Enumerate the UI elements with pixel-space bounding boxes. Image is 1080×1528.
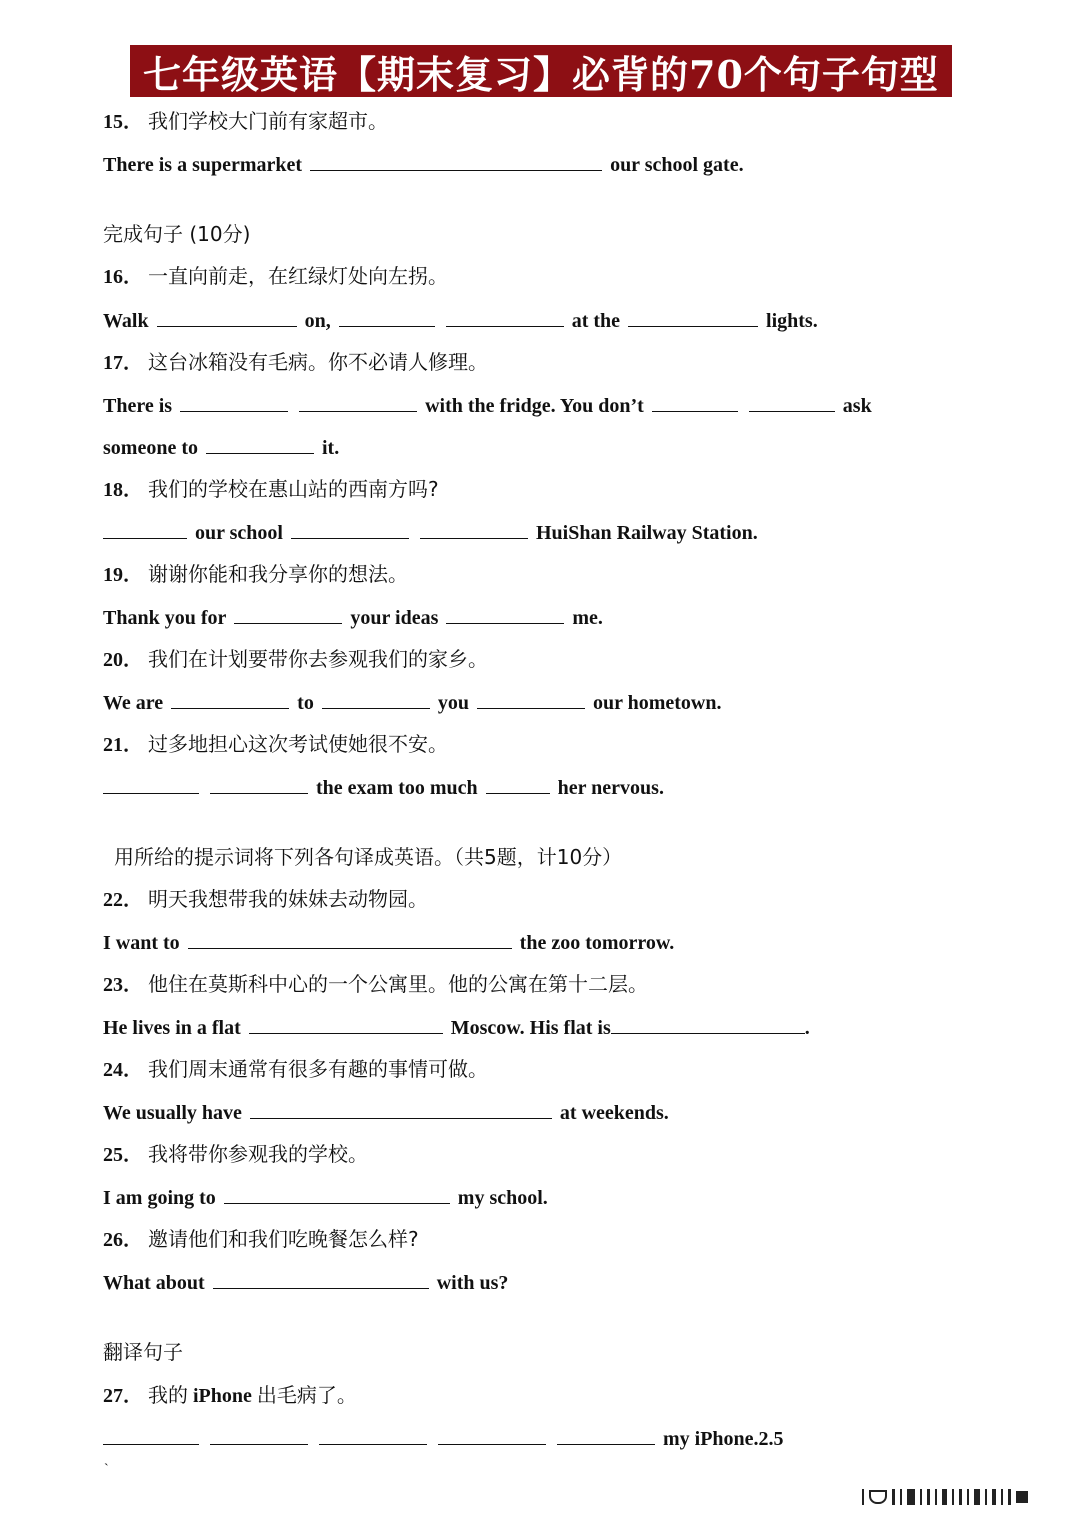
question-25-prompt xyxy=(103,1140,368,1169)
answer-text: our school xyxy=(195,522,283,544)
question-23-prompt xyxy=(103,970,648,999)
question-chinese-brand: iPhone xyxy=(193,1385,252,1407)
question-17-answer-cont xyxy=(103,433,339,462)
answer-blank[interactable] xyxy=(438,1424,546,1445)
answer-blank[interactable] xyxy=(299,391,417,412)
question-chinese: 我的 xyxy=(148,1383,188,1407)
answer-text: someone to xyxy=(103,437,198,459)
answer-text: the zoo tomorrow. xyxy=(519,932,675,954)
answer-text: We usually have xyxy=(103,1102,242,1124)
answer-blank[interactable] xyxy=(557,1424,655,1445)
answer-blank[interactable] xyxy=(319,1424,427,1445)
answer-text: to xyxy=(297,692,314,714)
answer-blank[interactable] xyxy=(157,306,297,327)
question-20-answer xyxy=(103,688,722,717)
question-21-prompt xyxy=(103,730,448,759)
question-19-answer xyxy=(103,603,603,632)
answer-text: it. xyxy=(321,437,340,459)
section-heading-translate-sentences: 翻译句子 xyxy=(103,1340,183,1364)
barcode-watermark-icon xyxy=(862,1484,1062,1510)
answer-blank[interactable] xyxy=(180,391,288,412)
question-chinese: 我将带你参观我的学校。 xyxy=(148,1142,368,1166)
answer-blank[interactable] xyxy=(224,1183,450,1204)
answer-text: Moscow. His flat is xyxy=(450,1017,611,1039)
question-26-prompt xyxy=(103,1225,419,1254)
question-number: 21． xyxy=(103,734,143,756)
question-18-answer xyxy=(103,518,758,547)
question-19-prompt xyxy=(103,560,408,589)
answer-blank[interactable] xyxy=(210,1424,308,1445)
question-chinese: 出毛病了。 xyxy=(256,1383,357,1407)
question-number: 15． xyxy=(103,111,143,133)
question-chinese: 我们学校大门前有家超市。 xyxy=(148,109,388,133)
question-number: 17． xyxy=(103,352,143,374)
answer-blank[interactable] xyxy=(310,150,602,171)
question-number: 18． xyxy=(103,479,143,501)
question-chinese: 一直向前走，在红绿灯处向左拐。 xyxy=(148,264,448,288)
section-heading-translate-with-hints: 用所给的提示词将下列各句译成英语。（共5题，计10分） xyxy=(114,845,623,869)
answer-text: me. xyxy=(572,607,603,629)
question-24-prompt xyxy=(103,1055,488,1084)
answer-blank[interactable] xyxy=(446,603,564,624)
question-number: 26． xyxy=(103,1229,143,1251)
question-17-prompt xyxy=(103,348,488,377)
answer-blank[interactable] xyxy=(611,1013,805,1034)
answer-blank[interactable] xyxy=(322,688,430,709)
question-20-prompt xyxy=(103,645,488,674)
question-number: 20． xyxy=(103,649,143,671)
question-15-answer xyxy=(103,150,744,179)
answer-blank[interactable] xyxy=(250,1098,552,1119)
section-heading-complete-sentences: 完成句子 (10分) xyxy=(103,222,251,246)
answer-text: with the fridge. You don’t xyxy=(425,395,644,417)
question-17-answer xyxy=(103,391,872,420)
answer-blank[interactable] xyxy=(188,928,512,949)
answer-text: our school gate. xyxy=(610,154,744,176)
question-number: 16． xyxy=(103,266,143,288)
answer-text: Thank you for xyxy=(103,607,227,629)
answer-blank[interactable] xyxy=(213,1268,429,1289)
answer-text: our hometown. xyxy=(592,692,722,714)
question-number: 24． xyxy=(103,1059,143,1081)
answer-text: my iPhone.2.5 xyxy=(663,1428,784,1450)
question-chinese: 他住在莫斯科中心的一个公寓里。他的公寓在第十二层。 xyxy=(148,972,648,996)
answer-blank[interactable] xyxy=(103,773,199,794)
answer-text: There is a supermarket xyxy=(103,154,303,176)
answer-text: I want to xyxy=(103,932,180,954)
answer-text: We are xyxy=(103,692,164,714)
answer-blank[interactable] xyxy=(477,688,585,709)
answer-text: your ideas xyxy=(350,607,439,629)
answer-text: What about xyxy=(103,1272,205,1294)
answer-blank[interactable] xyxy=(210,773,308,794)
answer-text: lights. xyxy=(766,310,818,332)
answer-text: the exam too much xyxy=(316,777,478,799)
answer-text: my school. xyxy=(457,1187,548,1209)
answer-blank[interactable] xyxy=(171,688,289,709)
answer-blank[interactable] xyxy=(206,433,314,454)
answer-text: I am going to xyxy=(103,1187,216,1209)
question-22-prompt xyxy=(103,885,428,914)
question-16-answer xyxy=(103,306,818,335)
answer-text: at weekends. xyxy=(559,1102,669,1124)
page-title: 七年级英语【期末复习】必背的70个句子句型 xyxy=(143,51,939,97)
answer-blank[interactable] xyxy=(486,773,550,794)
question-chinese: 我们在计划要带你去参观我们的家乡。 xyxy=(148,647,488,671)
answer-text: at the xyxy=(571,310,621,332)
question-22-answer xyxy=(103,928,674,957)
question-chinese: 明天我想带我的妹妹去动物园。 xyxy=(148,887,428,911)
question-number: 27． xyxy=(103,1385,143,1407)
question-number: 19． xyxy=(103,564,143,586)
question-23-answer xyxy=(103,1013,810,1042)
question-chinese: 这台冰箱没有毛病。你不必请人修理。 xyxy=(148,350,488,374)
answer-text: her nervous. xyxy=(557,777,664,799)
answer-text: with us? xyxy=(436,1272,509,1294)
answer-blank[interactable] xyxy=(291,518,409,539)
question-26-answer xyxy=(103,1268,508,1297)
question-27-answer xyxy=(103,1424,784,1453)
question-21-answer xyxy=(103,773,664,802)
answer-text: He lives in a flat xyxy=(103,1017,241,1039)
answer-blank[interactable] xyxy=(234,603,342,624)
answer-text: ask xyxy=(842,395,872,417)
question-number: 23． xyxy=(103,974,143,996)
question-25-answer xyxy=(103,1183,548,1212)
answer-blank[interactable] xyxy=(652,391,738,412)
answer-blank[interactable] xyxy=(628,306,758,327)
answer-blank[interactable] xyxy=(446,306,564,327)
question-chinese: 谢谢你能和我分享你的想法。 xyxy=(148,562,408,586)
answer-blank[interactable] xyxy=(749,391,835,412)
question-number: 22． xyxy=(103,889,143,911)
question-18-prompt xyxy=(103,475,439,504)
question-16-prompt xyxy=(103,262,448,291)
answer-blank[interactable] xyxy=(103,518,187,539)
question-chinese: 过多地担心这次考试使她很不安。 xyxy=(148,732,448,756)
title-banner xyxy=(130,45,952,97)
question-number: 25． xyxy=(103,1144,143,1166)
answer-blank[interactable] xyxy=(249,1013,443,1034)
question-chinese: 邀请他们和我们吃晚餐怎么样? xyxy=(148,1227,419,1251)
question-27-prompt xyxy=(103,1381,357,1410)
question-15-prompt xyxy=(103,107,388,136)
question-chinese: 我们的学校在惠山站的西南方吗? xyxy=(148,477,439,501)
stray-mark: ` xyxy=(104,1462,109,1477)
answer-blank[interactable] xyxy=(339,306,435,327)
answer-text: Walk xyxy=(103,310,149,332)
answer-text: you xyxy=(437,692,469,714)
answer-blank[interactable] xyxy=(420,518,528,539)
answer-text: There is xyxy=(103,395,173,417)
answer-text: on, xyxy=(304,310,331,332)
answer-blank[interactable] xyxy=(103,1424,199,1445)
question-chinese: 我们周末通常有很多有趣的事情可做。 xyxy=(148,1057,488,1081)
answer-text: . xyxy=(804,1017,810,1039)
answer-text: HuiShan Railway Station. xyxy=(535,522,758,544)
question-24-answer xyxy=(103,1098,669,1127)
